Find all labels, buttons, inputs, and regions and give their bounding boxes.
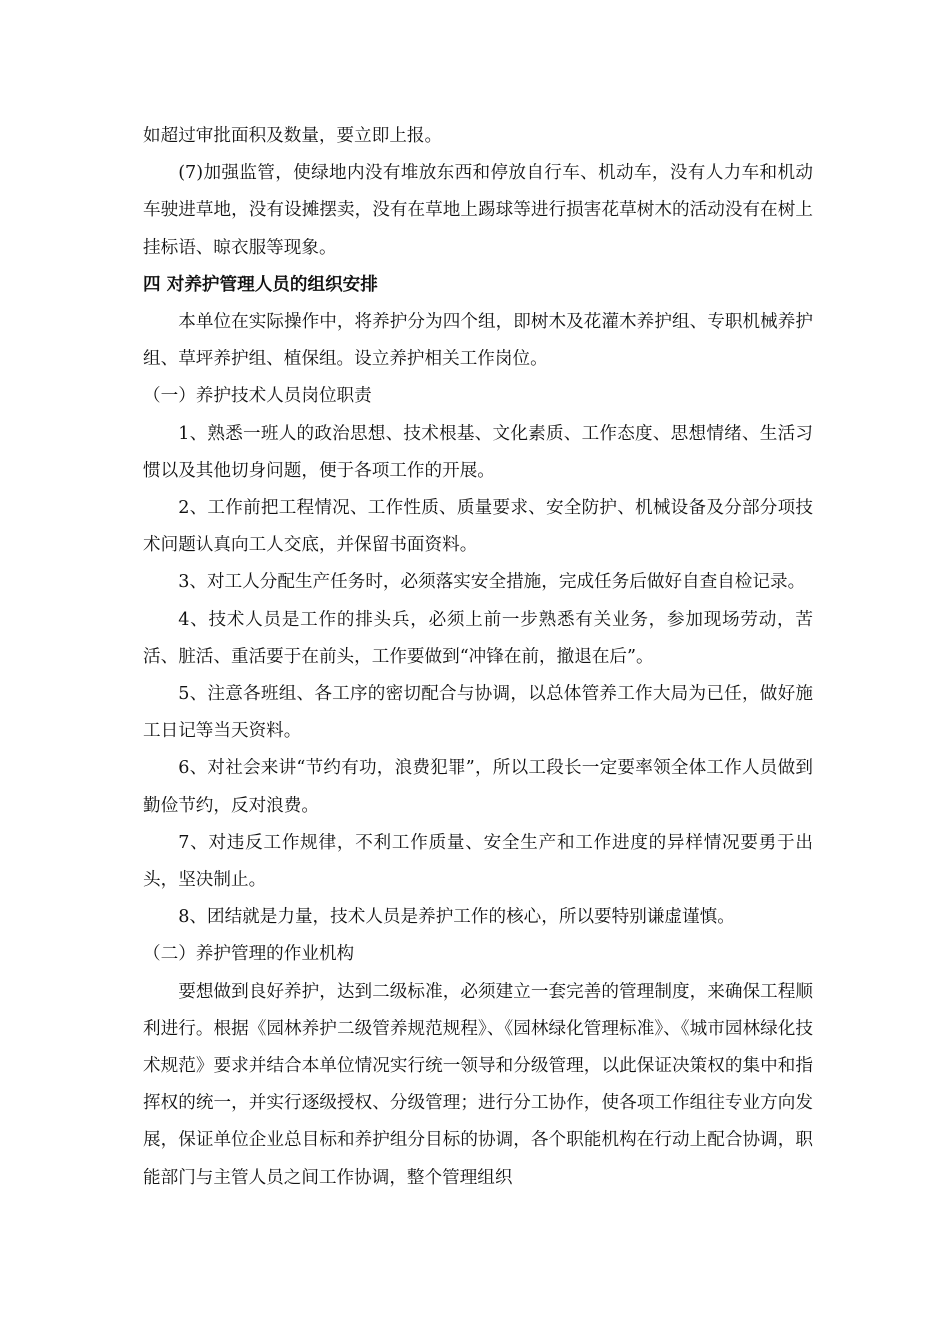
paragraph-continuation: 如超过审批面积及数量，要立即上报。 [143, 126, 443, 146]
list-item-2: 2、工作前把工程情况、工作性质、质量要求、安全防护、机械设备及分部分项技术问题认真向工人交底，并保留书面资料。 [143, 498, 813, 556]
paragraph-item-7: (7)加强监管，使绿地内没有堆放东西和停放自行车、机动车，没有人力车和机动车驶进草地，没有设摊摆卖，没有在草地上踢球等进行损害花草树木的活动没有在树上挂标语、晾衣服等现象。 [143, 163, 813, 258]
subheading-1: （一）养护技术人员岗位职责 [143, 386, 372, 407]
paragraph-management: 要想做到良好养护，达到二级标准，必须建立一套完善的管理制度，来确保工程顺利进行。根据《园林养护二级管养规范规程》、《园林绿化管理标准》、《城市园林绿化技术规范》要求并结合本单位情况实行统一领导和分级管理，以此保证决策权的集中和指挥权的统一，并实行逐级授权、分级管理；进行分工协作，使各项工作组往专业方向发展，保证单位企业总目标和养护组分目标的协调，各个职能机构在行动上配合协调，职能部门与主管人员之间工作协调，整个管理组织 [143, 981, 813, 1188]
paragraph-intro: 本单位在实际操作中，将养护分为四个组，即树木及花灌木养护组、专职机械养护组、草坪养护组、植保组。设立养护相关工作岗位。 [143, 312, 813, 370]
list-item-5: 5、注意各班组、各工序的密切配合与协调，以总体管养工作大局为已任，做好施工日记等当天资料。 [143, 684, 813, 742]
subheading-2: （二）养护管理的作业机构 [143, 944, 355, 965]
section-heading-4: 四 对养护管理人员的组织安排 [143, 274, 378, 295]
list-item-8: 8、团结就是力量，技术人员是养护工作的核心，所以要特别谦虚谨慎。 [178, 907, 735, 928]
list-item-7: 7、对违反工作规律，不利工作质量、安全生产和工作进度的异样情况要勇于出头，坚决制止。 [143, 832, 813, 891]
document-body [143, 118, 813, 1197]
list-item-4: 4、技术人员是工作的排头兵，必须上前一步熟悉有关业务，参加现场劳动，苦活、脏活、重活要于在前头，工作要做到“冲锋在前，撤退在后”。 [143, 609, 813, 667]
list-item-3: 3、对工人分配生产任务时，必须落实安全措施，完成任务后做好自查自检记录。 [178, 572, 806, 593]
list-item-6: 6、对社会来讲“节约有功，浪费犯罪”，所以工段长一定要率领全体工作人员做到勤俭节约，反对浪费。 [143, 758, 813, 816]
list-item-1: 1、熟悉一班人的政治思想、技术根基、文化素质、工作态度、思想情绪、生活习惯以及其他切身问题，便于各项工作的开展。 [143, 423, 813, 481]
